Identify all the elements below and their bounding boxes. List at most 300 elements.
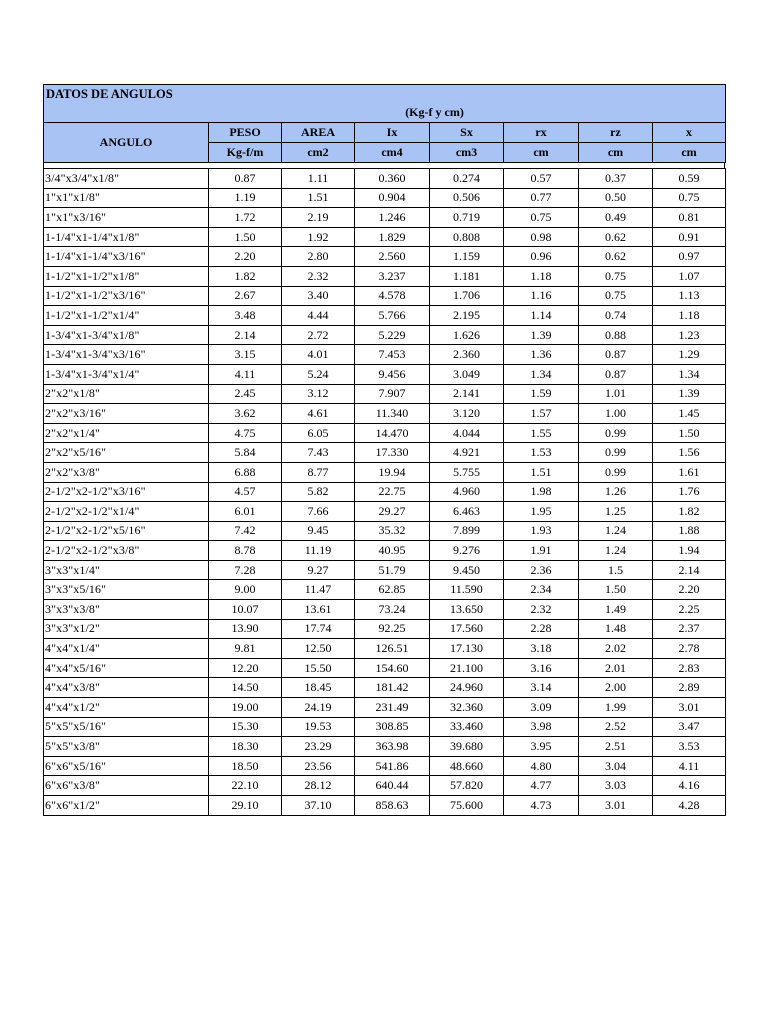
cell-area: 11.19 <box>282 541 355 561</box>
cell-rx: 1.59 <box>504 384 579 404</box>
table-row <box>44 462 726 482</box>
cell-rz: 2.52 <box>579 717 653 737</box>
cell-x: 2.37 <box>653 619 726 639</box>
cell-rx: 4.77 <box>504 776 579 796</box>
cell-area: 17.74 <box>282 619 355 639</box>
cell-peso: 18.50 <box>209 756 282 776</box>
cell-ix: 62.85 <box>355 580 430 600</box>
cell-rx: 1.95 <box>504 502 579 522</box>
cell-sx: 1.159 <box>430 247 504 267</box>
cell-angulo: 2"x2"x1/4" <box>44 423 209 443</box>
cell-rz: 1.48 <box>579 619 653 639</box>
cell-ix: 541.86 <box>355 756 430 776</box>
cell-x: 1.94 <box>653 541 726 561</box>
cell-sx: 24.960 <box>430 678 504 698</box>
cell-rz: 2.00 <box>579 678 653 698</box>
cell-angulo: 5"x5"x5/16" <box>44 717 209 737</box>
cell-angulo: 2"x2"x5/16" <box>44 443 209 463</box>
column-unit-area: cm2 <box>282 143 355 163</box>
cell-x: 1.82 <box>653 502 726 522</box>
cell-rx: 3.14 <box>504 678 579 698</box>
cell-ix: 92.25 <box>355 619 430 639</box>
cell-rz: 0.62 <box>579 247 653 267</box>
cell-angulo: 2"x2"x3/8" <box>44 462 209 482</box>
cell-area: 6.05 <box>282 423 355 443</box>
table-row <box>44 423 726 443</box>
column-header-ix: Ix <box>355 123 430 143</box>
cell-rz: 0.75 <box>579 266 653 286</box>
cell-x: 1.07 <box>653 266 726 286</box>
cell-peso: 0.87 <box>209 169 282 189</box>
column-header-rx: rx <box>504 123 579 143</box>
cell-peso: 4.11 <box>209 364 282 384</box>
cell-x: 1.45 <box>653 404 726 424</box>
cell-peso: 9.00 <box>209 580 282 600</box>
column-header-sx: Sx <box>430 123 504 143</box>
angle-data-sheet <box>43 84 725 816</box>
table-row <box>44 717 726 737</box>
cell-rx: 1.36 <box>504 345 579 365</box>
cell-rx: 3.95 <box>504 737 579 757</box>
cell-rz: 0.49 <box>579 208 653 228</box>
cell-area: 18.45 <box>282 678 355 698</box>
cell-rx: 1.34 <box>504 364 579 384</box>
cell-rz: 0.87 <box>579 364 653 384</box>
cell-peso: 2.45 <box>209 384 282 404</box>
cell-rz: 0.88 <box>579 325 653 345</box>
table-row <box>44 756 726 776</box>
table-row <box>44 345 726 365</box>
cell-rx: 3.09 <box>504 698 579 718</box>
cell-sx: 1.626 <box>430 325 504 345</box>
cell-peso: 2.20 <box>209 247 282 267</box>
cell-sx: 2.195 <box>430 306 504 326</box>
cell-rx: 0.75 <box>504 208 579 228</box>
cell-peso: 3.62 <box>209 404 282 424</box>
table-row <box>44 619 726 639</box>
cell-rx: 1.53 <box>504 443 579 463</box>
cell-angulo: 3"x3"x3/8" <box>44 600 209 620</box>
cell-angulo: 5"x5"x3/8" <box>44 737 209 757</box>
cell-ix: 7.453 <box>355 345 430 365</box>
cell-peso: 13.90 <box>209 619 282 639</box>
cell-rz: 2.02 <box>579 639 653 659</box>
cell-sx: 2.141 <box>430 384 504 404</box>
cell-peso: 3.48 <box>209 306 282 326</box>
cell-area: 5.82 <box>282 482 355 502</box>
cell-rz: 1.5 <box>579 560 653 580</box>
table-row <box>44 776 726 796</box>
cell-sx: 13.650 <box>430 600 504 620</box>
cell-peso: 14.50 <box>209 678 282 698</box>
units-note: (Kg-f y cm) <box>44 104 726 123</box>
cell-area: 7.66 <box>282 502 355 522</box>
cell-rx: 2.32 <box>504 600 579 620</box>
cell-area: 4.61 <box>282 404 355 424</box>
cell-area: 9.45 <box>282 521 355 541</box>
cell-sx: 1.706 <box>430 286 504 306</box>
cell-x: 2.25 <box>653 600 726 620</box>
cell-peso: 8.78 <box>209 541 282 561</box>
cell-area: 1.11 <box>282 169 355 189</box>
cell-x: 1.29 <box>653 345 726 365</box>
cell-x: 0.81 <box>653 208 726 228</box>
cell-rz: 1.24 <box>579 521 653 541</box>
cell-x: 4.16 <box>653 776 726 796</box>
cell-area: 2.80 <box>282 247 355 267</box>
cell-rz: 3.03 <box>579 776 653 796</box>
cell-peso: 4.75 <box>209 423 282 443</box>
cell-x: 1.61 <box>653 462 726 482</box>
cell-sx: 4.960 <box>430 482 504 502</box>
table-row <box>44 247 726 267</box>
cell-angulo: 1-3/4"x1-3/4"x1/4" <box>44 364 209 384</box>
cell-x: 1.88 <box>653 521 726 541</box>
cell-x: 3.47 <box>653 717 726 737</box>
cell-ix: 22.75 <box>355 482 430 502</box>
column-header-area: AREA <box>282 123 355 143</box>
cell-sx: 11.590 <box>430 580 504 600</box>
cell-rx: 1.93 <box>504 521 579 541</box>
cell-x: 1.76 <box>653 482 726 502</box>
cell-ix: 11.340 <box>355 404 430 424</box>
cell-rz: 1.24 <box>579 541 653 561</box>
cell-sx: 75.600 <box>430 796 504 816</box>
cell-area: 37.10 <box>282 796 355 816</box>
cell-ix: 308.85 <box>355 717 430 737</box>
cell-area: 2.72 <box>282 325 355 345</box>
cell-sx: 21.100 <box>430 658 504 678</box>
cell-ix: 4.578 <box>355 286 430 306</box>
column-header-angulo: ANGULO <box>44 123 209 163</box>
cell-rx: 3.16 <box>504 658 579 678</box>
cell-x: 1.23 <box>653 325 726 345</box>
cell-rx: 3.18 <box>504 639 579 659</box>
cell-angulo: 1-3/4"x1-3/4"x1/8" <box>44 325 209 345</box>
table-row <box>44 658 726 678</box>
cell-ix: 154.60 <box>355 658 430 678</box>
cell-ix: 1.246 <box>355 208 430 228</box>
cell-ix: 1.829 <box>355 227 430 247</box>
cell-area: 3.40 <box>282 286 355 306</box>
table-row <box>44 698 726 718</box>
cell-area: 23.29 <box>282 737 355 757</box>
cell-sx: 17.130 <box>430 639 504 659</box>
table-row <box>44 286 726 306</box>
cell-rz: 0.99 <box>579 423 653 443</box>
angle-data-table <box>43 168 726 816</box>
cell-angulo: 3/4"x3/4"x1/8" <box>44 169 209 189</box>
cell-area: 15.50 <box>282 658 355 678</box>
column-header-rz: rz <box>579 123 653 143</box>
column-header-peso: PESO <box>209 123 282 143</box>
cell-rz: 1.26 <box>579 482 653 502</box>
cell-rz: 0.50 <box>579 188 653 208</box>
cell-rx: 4.73 <box>504 796 579 816</box>
cell-peso: 19.00 <box>209 698 282 718</box>
table-row <box>44 325 726 345</box>
cell-angulo: 6"x6"x1/2" <box>44 796 209 816</box>
cell-peso: 2.67 <box>209 286 282 306</box>
cell-x: 2.78 <box>653 639 726 659</box>
cell-rz: 2.01 <box>579 658 653 678</box>
table-title: DATOS DE ANGULOS <box>44 85 726 104</box>
cell-area: 1.92 <box>282 227 355 247</box>
cell-sx: 7.899 <box>430 521 504 541</box>
column-unit-rz: cm <box>579 143 653 163</box>
cell-angulo: 3"x3"x1/4" <box>44 560 209 580</box>
cell-x: 1.13 <box>653 286 726 306</box>
cell-angulo: 3"x3"x5/16" <box>44 580 209 600</box>
cell-rz: 1.01 <box>579 384 653 404</box>
cell-x: 0.75 <box>653 188 726 208</box>
cell-area: 5.24 <box>282 364 355 384</box>
cell-ix: 19.94 <box>355 462 430 482</box>
cell-rx: 1.18 <box>504 266 579 286</box>
table-row <box>44 796 726 816</box>
cell-peso: 7.42 <box>209 521 282 541</box>
table-row <box>44 521 726 541</box>
cell-angulo: 2"x2"x1/8" <box>44 384 209 404</box>
cell-ix: 363.98 <box>355 737 430 757</box>
cell-peso: 1.19 <box>209 188 282 208</box>
cell-sx: 17.560 <box>430 619 504 639</box>
cell-sx: 33.460 <box>430 717 504 737</box>
cell-angulo: 6"x6"x5/16" <box>44 756 209 776</box>
cell-rz: 1.50 <box>579 580 653 600</box>
cell-ix: 181.42 <box>355 678 430 698</box>
cell-peso: 22.10 <box>209 776 282 796</box>
cell-x: 1.39 <box>653 384 726 404</box>
cell-rx: 1.51 <box>504 462 579 482</box>
cell-peso: 5.84 <box>209 443 282 463</box>
cell-peso: 9.81 <box>209 639 282 659</box>
cell-peso: 2.14 <box>209 325 282 345</box>
cell-sx: 1.181 <box>430 266 504 286</box>
cell-angulo: 1"x1"x1/8" <box>44 188 209 208</box>
cell-x: 1.56 <box>653 443 726 463</box>
table-row <box>44 737 726 757</box>
cell-angulo: 1-1/2"x1-1/2"x1/8" <box>44 266 209 286</box>
cell-ix: 126.51 <box>355 639 430 659</box>
cell-rz: 1.49 <box>579 600 653 620</box>
cell-sx: 9.276 <box>430 541 504 561</box>
cell-sx: 2.360 <box>430 345 504 365</box>
cell-angulo: 4"x4"x5/16" <box>44 658 209 678</box>
cell-x: 1.50 <box>653 423 726 443</box>
cell-x: 3.01 <box>653 698 726 718</box>
cell-peso: 1.50 <box>209 227 282 247</box>
cell-sx: 9.450 <box>430 560 504 580</box>
column-unit-sx: cm3 <box>430 143 504 163</box>
cell-rx: 0.57 <box>504 169 579 189</box>
cell-angulo: 3"x3"x1/2" <box>44 619 209 639</box>
cell-sx: 3.049 <box>430 364 504 384</box>
cell-area: 4.01 <box>282 345 355 365</box>
cell-ix: 2.560 <box>355 247 430 267</box>
cell-rx: 2.36 <box>504 560 579 580</box>
cell-peso: 29.10 <box>209 796 282 816</box>
cell-peso: 1.72 <box>209 208 282 228</box>
cell-area: 2.19 <box>282 208 355 228</box>
table-row <box>44 443 726 463</box>
cell-sx: 4.921 <box>430 443 504 463</box>
table-row <box>44 404 726 424</box>
cell-sx: 0.808 <box>430 227 504 247</box>
column-unit-peso: Kg-f/m <box>209 143 282 163</box>
cell-x: 4.11 <box>653 756 726 776</box>
cell-ix: 858.63 <box>355 796 430 816</box>
cell-rz: 3.04 <box>579 756 653 776</box>
cell-sx: 0.719 <box>430 208 504 228</box>
cell-rx: 1.14 <box>504 306 579 326</box>
cell-angulo: 1-1/4"x1-1/4"x3/16" <box>44 247 209 267</box>
cell-angulo: 6"x6"x3/8" <box>44 776 209 796</box>
cell-area: 13.61 <box>282 600 355 620</box>
cell-area: 28.12 <box>282 776 355 796</box>
cell-rx: 0.96 <box>504 247 579 267</box>
table-row <box>44 208 726 228</box>
table-row <box>44 266 726 286</box>
cell-ix: 29.27 <box>355 502 430 522</box>
table-row <box>44 600 726 620</box>
cell-area: 11.47 <box>282 580 355 600</box>
cell-rz: 2.51 <box>579 737 653 757</box>
cell-ix: 5.229 <box>355 325 430 345</box>
cell-area: 9.27 <box>282 560 355 580</box>
cell-rx: 0.98 <box>504 227 579 247</box>
cell-ix: 7.907 <box>355 384 430 404</box>
cell-area: 2.32 <box>282 266 355 286</box>
cell-rx: 1.55 <box>504 423 579 443</box>
cell-rz: 0.74 <box>579 306 653 326</box>
cell-peso: 18.30 <box>209 737 282 757</box>
cell-ix: 231.49 <box>355 698 430 718</box>
cell-angulo: 2-1/2"x2-1/2"x3/16" <box>44 482 209 502</box>
cell-sx: 48.660 <box>430 756 504 776</box>
cell-rz: 1.99 <box>579 698 653 718</box>
cell-x: 0.59 <box>653 169 726 189</box>
cell-ix: 40.95 <box>355 541 430 561</box>
cell-area: 12.50 <box>282 639 355 659</box>
table-row <box>44 227 726 247</box>
cell-angulo: 4"x4"x3/8" <box>44 678 209 698</box>
cell-ix: 0.360 <box>355 169 430 189</box>
cell-ix: 640.44 <box>355 776 430 796</box>
cell-x: 1.34 <box>653 364 726 384</box>
cell-x: 2.14 <box>653 560 726 580</box>
cell-rx: 1.57 <box>504 404 579 424</box>
cell-x: 2.89 <box>653 678 726 698</box>
cell-ix: 9.456 <box>355 364 430 384</box>
cell-ix: 51.79 <box>355 560 430 580</box>
cell-rx: 1.16 <box>504 286 579 306</box>
cell-rz: 0.37 <box>579 169 653 189</box>
cell-x: 4.28 <box>653 796 726 816</box>
cell-peso: 4.57 <box>209 482 282 502</box>
cell-sx: 0.506 <box>430 188 504 208</box>
cell-sx: 0.274 <box>430 169 504 189</box>
cell-angulo: 1-3/4"x1-3/4"x3/16" <box>44 345 209 365</box>
cell-rx: 0.77 <box>504 188 579 208</box>
cell-angulo: 2-1/2"x2-1/2"x5/16" <box>44 521 209 541</box>
cell-peso: 10.07 <box>209 600 282 620</box>
cell-angulo: 4"x4"x1/2" <box>44 698 209 718</box>
cell-rx: 2.34 <box>504 580 579 600</box>
cell-peso: 12.20 <box>209 658 282 678</box>
cell-sx: 4.044 <box>430 423 504 443</box>
cell-area: 19.53 <box>282 717 355 737</box>
cell-ix: 0.904 <box>355 188 430 208</box>
cell-ix: 5.766 <box>355 306 430 326</box>
table-row <box>44 306 726 326</box>
cell-ix: 14.470 <box>355 423 430 443</box>
cell-rx: 3.98 <box>504 717 579 737</box>
cell-rz: 0.62 <box>579 227 653 247</box>
cell-angulo: 4"x4"x1/4" <box>44 639 209 659</box>
cell-sx: 6.463 <box>430 502 504 522</box>
cell-peso: 6.88 <box>209 462 282 482</box>
cell-peso: 7.28 <box>209 560 282 580</box>
cell-ix: 17.330 <box>355 443 430 463</box>
table-row <box>44 169 726 189</box>
cell-peso: 6.01 <box>209 502 282 522</box>
cell-rx: 1.91 <box>504 541 579 561</box>
cell-area: 23.56 <box>282 756 355 776</box>
cell-sx: 3.120 <box>430 404 504 424</box>
table-row <box>44 580 726 600</box>
cell-rz: 1.00 <box>579 404 653 424</box>
cell-sx: 5.755 <box>430 462 504 482</box>
cell-ix: 73.24 <box>355 600 430 620</box>
table-row <box>44 560 726 580</box>
cell-angulo: 2-1/2"x2-1/2"x3/8" <box>44 541 209 561</box>
table-row <box>44 364 726 384</box>
cell-rz: 0.75 <box>579 286 653 306</box>
cell-rz: 0.99 <box>579 443 653 463</box>
cell-x: 0.91 <box>653 227 726 247</box>
cell-ix: 3.237 <box>355 266 430 286</box>
cell-rx: 1.98 <box>504 482 579 502</box>
cell-area: 7.43 <box>282 443 355 463</box>
cell-peso: 1.82 <box>209 266 282 286</box>
cell-angulo: 1"x1"x3/16" <box>44 208 209 228</box>
cell-peso: 3.15 <box>209 345 282 365</box>
table-row <box>44 188 726 208</box>
cell-angulo: 1-1/4"x1-1/4"x1/8" <box>44 227 209 247</box>
table-row <box>44 678 726 698</box>
cell-rx: 1.39 <box>504 325 579 345</box>
cell-rx: 4.80 <box>504 756 579 776</box>
table-header <box>43 84 726 163</box>
cell-area: 3.12 <box>282 384 355 404</box>
cell-x: 0.97 <box>653 247 726 267</box>
cell-sx: 32.360 <box>430 698 504 718</box>
cell-rz: 3.01 <box>579 796 653 816</box>
table-row <box>44 384 726 404</box>
table-body <box>44 169 726 816</box>
cell-angulo: 2"x2"x3/16" <box>44 404 209 424</box>
cell-rz: 0.87 <box>579 345 653 365</box>
cell-peso: 15.30 <box>209 717 282 737</box>
cell-area: 4.44 <box>282 306 355 326</box>
table-row <box>44 639 726 659</box>
cell-angulo: 2-1/2"x2-1/2"x1/4" <box>44 502 209 522</box>
cell-area: 1.51 <box>282 188 355 208</box>
cell-ix: 35.32 <box>355 521 430 541</box>
cell-angulo: 1-1/2"x1-1/2"x3/16" <box>44 286 209 306</box>
cell-rx: 2.28 <box>504 619 579 639</box>
